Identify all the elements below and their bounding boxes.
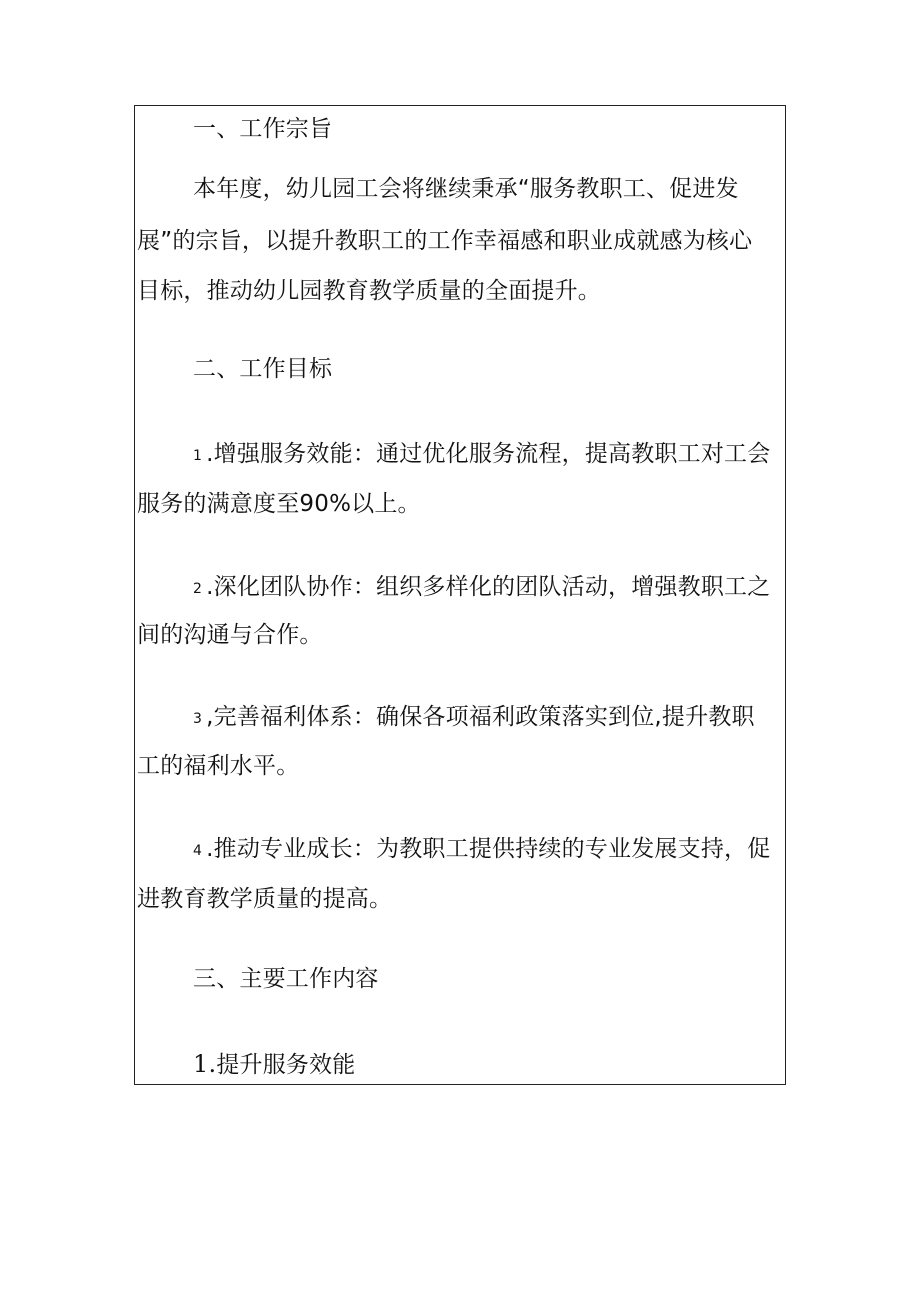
goal-1-line-1 bbox=[193, 439, 770, 471]
goal-4-line-1 bbox=[193, 834, 770, 866]
goal-4-line-2: 进教育教学质量的提高。 bbox=[137, 886, 393, 912]
subheading-1-text: 提升服务效能 bbox=[216, 1052, 356, 1078]
document-frame bbox=[134, 105, 786, 1085]
section-1-heading: 一、工作宗旨 bbox=[193, 116, 333, 142]
goal-4-text: .推动专业成长：为教职工提供持续的专业发展支持，促 bbox=[206, 836, 771, 862]
goal-1-number: 1 bbox=[193, 448, 203, 464]
section-1-paragraph-line-1: 本年度，幼儿园工会将继续秉承“服务教职工、促进发 bbox=[193, 176, 739, 202]
goal-2-line-1 bbox=[193, 572, 770, 604]
section-1-paragraph-line-3: 目标，推动幼儿园教育教学质量的全面提升。 bbox=[137, 278, 601, 304]
section-2-heading: 二、工作目标 bbox=[193, 356, 333, 382]
section-3-heading: 三、主要工作内容 bbox=[193, 966, 379, 992]
section-1-paragraph-line-2: 展”的宗旨，以提升教职工的工作幸福感和职业成就感为核心 bbox=[137, 228, 753, 254]
goal-4-number: 4 bbox=[193, 843, 203, 859]
goal-2-number: 2 bbox=[193, 581, 203, 597]
goal-1-line-2: 服务的满意度至90%以上。 bbox=[137, 491, 421, 517]
goal-3-line-1 bbox=[193, 702, 755, 734]
section-3-subheading-1 bbox=[193, 1049, 356, 1080]
goal-3-number: 3 bbox=[193, 711, 203, 727]
goal-3-text: ,完善福利体系：确保各项福利政策落实到位,提升教职 bbox=[206, 704, 755, 730]
goal-2-text: .深化团队协作：组织多样化的团队活动，增强教职工之 bbox=[206, 574, 771, 600]
goal-1-text: .增强服务效能：通过优化服务流程，提高教职工对工会 bbox=[206, 441, 771, 467]
goal-2-line-2: 间的沟通与合作。 bbox=[137, 622, 323, 648]
subheading-1-number: 1. bbox=[193, 1050, 217, 1078]
goal-3-line-2: 工的福利水平。 bbox=[137, 753, 300, 779]
